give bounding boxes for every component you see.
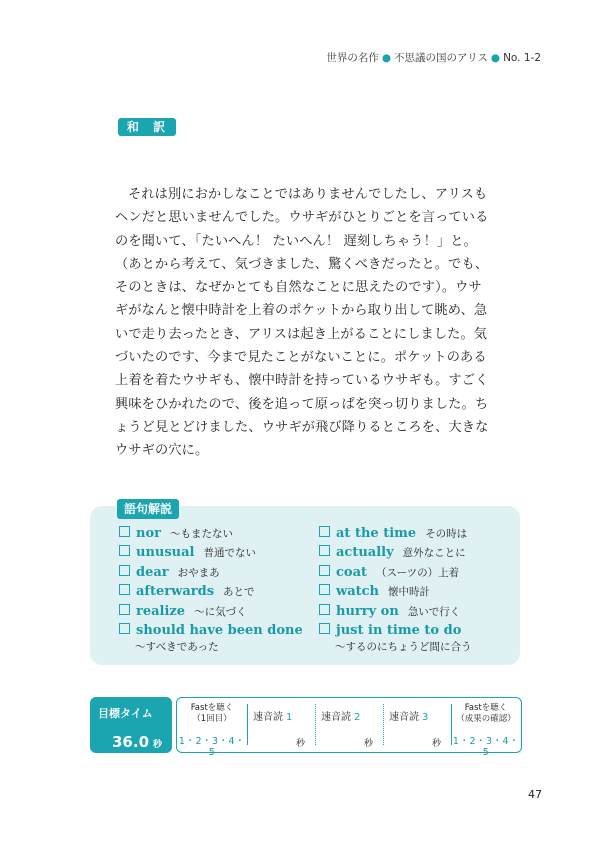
glossary-item (319, 584, 472, 603)
speed-read-label: 速音読 (253, 712, 283, 723)
checkbox-icon[interactable] (119, 584, 130, 595)
glossary-term: actually (336, 545, 394, 561)
glossary-meaning: あとで (223, 586, 255, 599)
divider (383, 704, 384, 745)
page-number: 47 (528, 788, 542, 801)
fast-listen-sub: （成果の確認） (456, 714, 516, 724)
speed-read-3-cell[interactable] (383, 698, 451, 751)
glossary-meaning: 懐中時計 (388, 586, 430, 599)
bullet-icon: ● (490, 52, 501, 64)
fast-listen-sub: （1回目） (192, 714, 232, 724)
speed-read-number: 2 (354, 712, 361, 723)
seconds-unit: 秒 (295, 739, 305, 749)
fast-listen-title (177, 703, 247, 725)
glossary-item (119, 584, 303, 603)
glossary-term: unusual (136, 545, 195, 561)
fast-listen-label: Fastを聴く (464, 703, 508, 713)
target-time-value (112, 733, 162, 751)
glossary-meaning: 普通でない (203, 547, 256, 560)
glossary-item (319, 604, 472, 623)
glossary-term: just in time to do (336, 622, 462, 638)
glossary-meaning: 急いで行く (407, 605, 461, 618)
glossary-item (119, 565, 303, 584)
speed-read-title (321, 708, 360, 723)
glossary-item (319, 623, 472, 638)
fast-listen-checks[interactable]: 1・2・3・4・5 (178, 736, 246, 758)
speed-read-title (389, 708, 428, 723)
glossary-meaning: 〜すべきであった (135, 640, 219, 653)
book-title: 不思議の国のアリス (394, 52, 488, 64)
glossary-item (119, 623, 303, 638)
checkbox-icon[interactable] (119, 565, 130, 576)
speed-read-number: 1 (286, 712, 293, 723)
target-time-box (90, 697, 172, 753)
speed-read-1-cell[interactable] (247, 698, 315, 751)
checkbox-icon[interactable] (319, 604, 330, 615)
speed-read-label: 速音読 (321, 712, 351, 723)
glossary-title: 語句解説 (117, 499, 179, 519)
series-title: 世界の名作 (326, 52, 379, 64)
glossary-column-right (319, 526, 472, 654)
running-header (326, 50, 541, 65)
checkbox-icon[interactable] (319, 584, 330, 595)
bullet-icon: ● (381, 52, 392, 64)
seconds-unit: 秒 (363, 739, 373, 749)
checkbox-icon[interactable] (319, 526, 330, 537)
speed-read-label: 速音読 (389, 712, 419, 723)
fast-listen-final-cell[interactable] (451, 698, 521, 758)
glossary-column-left (119, 526, 303, 654)
target-time-label: 目標タイム (98, 707, 153, 720)
speed-read-2-cell[interactable] (315, 698, 383, 751)
target-unit: 秒 (153, 740, 163, 750)
glossary-term: coat (336, 564, 368, 580)
glossary-term: dear (136, 564, 169, 580)
checkbox-icon[interactable] (319, 623, 330, 634)
checkbox-icon[interactable] (119, 623, 130, 634)
section-label: 和 訳 (118, 118, 176, 136)
glossary-item (319, 526, 472, 545)
fast-listen-first-cell[interactable] (177, 698, 247, 758)
lesson-number: No. 1-2 (503, 52, 541, 64)
glossary-item (119, 526, 303, 545)
glossary-term: realize (136, 603, 186, 619)
glossary-meaning: 〜に気づく (194, 605, 247, 618)
glossary-term: afterwards (136, 584, 215, 600)
glossary-term: at the time (336, 526, 417, 541)
target-seconds: 36.0 (112, 733, 150, 751)
checkbox-icon[interactable] (119, 545, 130, 556)
fast-listen-checks[interactable]: 1・2・3・4・5 (452, 736, 520, 758)
glossary-meaning: その時は (425, 528, 468, 540)
glossary-meaning: おやまあ (177, 566, 220, 579)
fast-listen-title (451, 703, 521, 725)
checkbox-icon[interactable] (319, 545, 330, 556)
checkbox-icon[interactable] (119, 604, 130, 615)
speed-read-number: 3 (422, 712, 429, 723)
glossary-item (119, 604, 303, 623)
glossary-meaning: （スーツの）上着 (376, 566, 460, 579)
speed-read-title (253, 708, 292, 723)
glossary-item (319, 545, 472, 564)
glossary-meaning: 意外なことに (402, 547, 466, 560)
glossary-term: nor (136, 526, 161, 541)
glossary-term: watch (336, 584, 379, 600)
glossary-term: hurry on (336, 603, 399, 619)
glossary-item (319, 565, 472, 584)
fast-listen-label: Fastを聴く (190, 703, 234, 713)
checkbox-icon[interactable] (319, 565, 330, 576)
divider (315, 704, 316, 745)
glossary-meaning: 〜もまたない (169, 528, 233, 540)
seconds-unit: 秒 (431, 739, 441, 749)
glossary-meaning: 〜するのにちょうど間に合う (335, 640, 472, 653)
reading-record-table (176, 697, 522, 758)
translation-text: それは別におかしなことではありませんでしたし、アリスもヘンだと思いませんでした。ウサギがひとりごとを言っているのを聞いて、「たいへん！ たいへん！ 遅刻しちゃう！」と。（あとから考えて、気づきました、驚くべきだったと。でも、そのときは、なぜかとても自然なことに思えたのです）。ウサギがなんと懐中時計を上着のポケットから取り出して眺め、急いで走り去ったとき、アリスは起き上がることにしました。気づいたのです、今まで見たことがないことに。ポケットのある上着を着たウサギも、懐中時計を持っているウサギも。すごく興味をひかれたので、後を追って原っぱを突っ切りました。ちょうど見とどけました、ウサギが飛び降りるところを、大きなウサギの穴に。 (115, 187, 489, 459)
glossary-item (119, 545, 303, 564)
checkbox-icon[interactable] (119, 526, 130, 537)
glossary-term: should have been done (136, 622, 303, 638)
divider (247, 704, 248, 745)
